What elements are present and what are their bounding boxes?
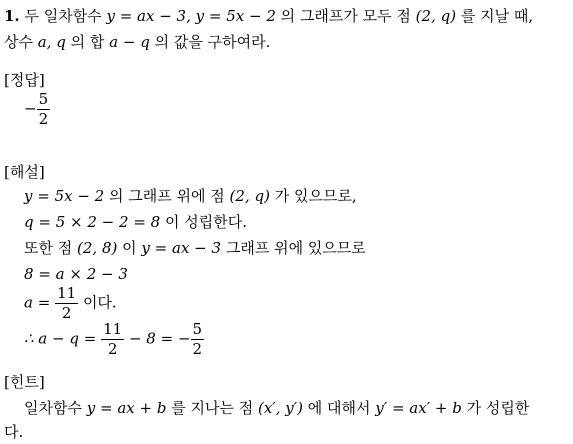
solution-text: 이 성립한다. bbox=[164, 213, 247, 231]
hint-line-1 bbox=[24, 398, 529, 418]
solution-math: ∴ a − q = bbox=[24, 329, 97, 348]
solution-text: 이다. bbox=[82, 293, 117, 312]
answer-fraction bbox=[37, 92, 51, 127]
fraction-numerator: 5 bbox=[38, 90, 49, 108]
solution-math: 8 = a × 2 − 3 bbox=[24, 265, 128, 283]
solution-math: q = 5 × 2 − 2 = 8 bbox=[24, 213, 161, 231]
hint-math: (x′, y′) bbox=[258, 399, 303, 417]
solution-fraction bbox=[101, 322, 124, 357]
hint-text: 가 성립한 bbox=[466, 399, 530, 417]
solution-text: 가 있으므로, bbox=[274, 187, 357, 205]
problem-text: 를 지날 때, bbox=[460, 7, 534, 25]
fraction-denominator: 2 bbox=[107, 340, 118, 358]
fraction-denominator: 2 bbox=[61, 304, 72, 322]
hint-math: y = ax + b bbox=[86, 399, 167, 417]
solution-math: (2, 8) bbox=[77, 239, 118, 257]
solution-text: 그래프 위에 있으므로 bbox=[225, 239, 366, 257]
solution-math: − 8 = − bbox=[128, 329, 191, 348]
solution-fraction bbox=[55, 286, 78, 321]
hint-math: y′ = ax′ + b bbox=[375, 399, 462, 417]
solution-text: 이 bbox=[122, 239, 137, 257]
solution-line-3 bbox=[24, 238, 366, 258]
problem-math: y = ax − 3, bbox=[106, 7, 191, 25]
solution-line-5 bbox=[24, 286, 117, 321]
hint-heading: [힌트] bbox=[4, 373, 45, 391]
solution-text: 의 그래프 위에 점 bbox=[109, 187, 225, 205]
solution-line-1 bbox=[24, 186, 357, 206]
problem-text: 의 값을 구하여라. bbox=[154, 33, 271, 51]
fraction-denominator: 2 bbox=[38, 110, 49, 128]
solution-math: y = 5x − 2 bbox=[24, 187, 105, 205]
problem-text: 의 합 bbox=[70, 33, 105, 51]
problem-text: 의 그래프가 모두 점 bbox=[280, 7, 411, 25]
solution-text: 또한 점 bbox=[24, 239, 73, 257]
solution-math: a = bbox=[24, 293, 51, 312]
problem-line-2 bbox=[4, 32, 270, 52]
hint-text: 를 지나는 점 bbox=[171, 399, 254, 417]
problem-text: 상수 bbox=[4, 33, 33, 51]
fraction-numerator: 11 bbox=[57, 284, 77, 302]
solution-line-6 bbox=[24, 322, 204, 357]
problem-number: 1. bbox=[4, 7, 20, 25]
hint-line-2: 다. bbox=[4, 423, 24, 441]
solution-fraction bbox=[191, 322, 205, 357]
problem-math: a, q bbox=[37, 33, 66, 51]
hint-text: 일차함수 bbox=[24, 399, 82, 417]
answer-heading: [정답] bbox=[4, 71, 45, 89]
problem-math: a − q bbox=[109, 33, 150, 51]
problem-math: (2, q) bbox=[415, 7, 457, 25]
fraction-denominator: 2 bbox=[192, 340, 203, 358]
solution-math: y = ax − 3 bbox=[141, 239, 222, 257]
fraction-numerator: 11 bbox=[103, 320, 123, 338]
hint-text: 에 대해서 bbox=[307, 399, 371, 417]
answer-sign: − bbox=[24, 99, 37, 118]
solution-line-2 bbox=[24, 212, 247, 232]
problem-text: 두 일차함수 bbox=[24, 7, 102, 25]
fraction-numerator: 5 bbox=[192, 320, 203, 338]
answer-value bbox=[24, 92, 50, 127]
solution-heading: [해설] bbox=[4, 163, 45, 181]
problem-line-1 bbox=[4, 6, 533, 26]
solution-math: (2, q) bbox=[229, 187, 270, 205]
problem-math: y = 5x − 2 bbox=[195, 7, 276, 25]
solution-line-4 bbox=[24, 264, 128, 284]
